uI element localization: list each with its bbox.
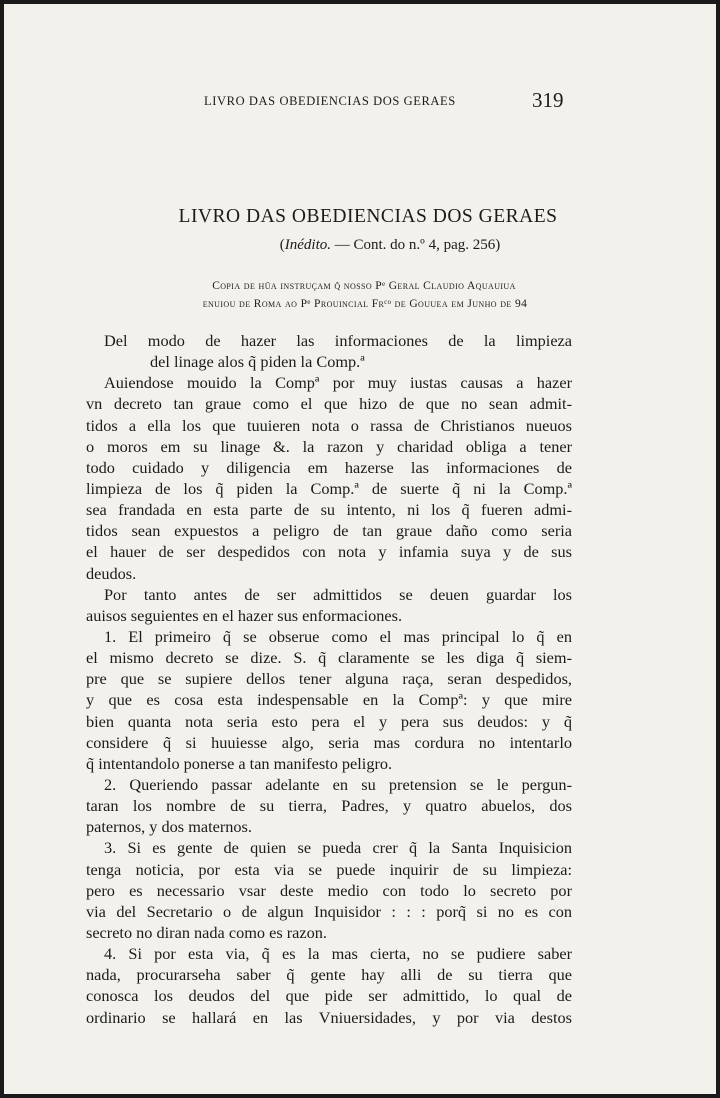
text-line: tidos a ella los que tuuieren nota o rassa de Christianos nueuos — [86, 415, 572, 435]
text-line: sea frandada en esta parte de su intento, ni los q̃ fueren admi- — [86, 500, 572, 520]
body-text — [86, 330, 572, 1028]
text-line: 4. Si por esta via, q̃ es la mas cierta, no se pudiere saber — [104, 944, 572, 964]
text-line: via del Secretario o de algun Inquisidor : : : porq̃ si no es con — [86, 901, 572, 921]
document-heading-line-2: enuiou de Roma ao Pᵉ Prouincial Frᶜᵒ de Gouuea em Junho de 94 — [202, 298, 528, 310]
text-line: secreto no diran nada como es razon. — [86, 922, 327, 942]
text-line: del linage alos q̃ piden la Comp.ª — [150, 352, 365, 372]
text-line: pero es necessario vsar deste medio con todo lo secreto por — [86, 880, 572, 900]
text-line: limpieza de los q̃ piden la Comp.ª de suerte q̃ ni la Comp.ª — [86, 478, 572, 498]
book-page — [4, 4, 716, 1094]
text-line: bien quanta nota seria esto pera el y pera sus deudos: y q̃ — [86, 711, 572, 731]
article-title: LIVRO DAS OBEDIENCIAS DOS GERAES — [178, 206, 558, 227]
text-line: considere q̃ si huuiesse algo, seria mas cordura no intentarlo — [86, 732, 572, 752]
document-heading-line-1: Copia de hũa instruçam q̃ nosso Pᵉ Geral Claudio Aquauiua — [212, 280, 516, 292]
running-head — [4, 88, 716, 118]
page-number: 319 — [532, 88, 564, 112]
text-line: tidos sean expuestos a peligro de tan graue daño como seria — [86, 521, 572, 541]
text-line: Del modo de hazer las informaciones de la limpieza — [104, 331, 572, 350]
text-line: nada, procurarseha saber q̃ gente hay alli de su tierra que — [86, 965, 572, 985]
subtitle-italic: Inédito. — [284, 237, 331, 253]
text-line: vn decreto tan graue como el que hizo de que no sean admit- — [86, 394, 572, 414]
text-line: tenga noticia, por esta via se puede inquirir de su limpieza: — [86, 859, 572, 879]
text-line: pre que se supiere dellos tener alguna raça, seran despedidos, — [86, 669, 572, 689]
text-line: q̃ intentandolo ponerse a tan manifesto peligro. — [86, 753, 393, 773]
subtitle-open-paren: ( — [279, 237, 285, 253]
text-line: Por tanto antes de ser admittidos se deuen guardar los — [104, 584, 572, 604]
text-line: paternos, y dos maternos. — [86, 817, 252, 837]
text-line: o moros em su linage &. la razon y charidad obliga a tener — [86, 436, 572, 456]
subtitle-reference: — Cont. do n.º 4, pag. 256) — [331, 237, 501, 253]
text-line: 2. Queriendo passar adelante en su pretension se le pergun- — [104, 774, 572, 794]
text-line: 3. Si es gente de quien se pueda crer q̃ la Santa Inquisicion — [104, 838, 572, 858]
text-line: taran los nombre de su tierra, Padres, y quatro abuelos, dos — [86, 796, 572, 816]
text-line: ordinario se hallará en las Vniuersidades, y por via destos — [86, 1007, 572, 1027]
text-line: deudos. — [86, 563, 137, 583]
text-line: el mismo decreto se dize. S. q̃ claramente se les diga q̃ siem- — [86, 648, 572, 668]
text-line: 1. El primeiro q̃ se obserue como el mas principal lo q̃ en — [104, 626, 572, 646]
text-line: el hauer de ser despedidos con nota y infamia suya y de sus — [86, 542, 572, 562]
text-line: auisos seguientes en el hazer sus enformaciones. — [86, 605, 403, 625]
article-subtitle — [4, 237, 716, 254]
text-line: todo cuidado y diligencia em hazerse las informaciones de — [86, 457, 572, 477]
text-line: y que es cosa esta indespensable en la Compª: y que mire — [86, 690, 572, 710]
text-line: conosca los deudos del que pide ser admittido, lo qual de — [86, 986, 572, 1006]
text-line: Auiendose mouido la Compª por muy iustas causas a hazer — [104, 373, 572, 393]
running-head-title: LIVRO DAS OBEDIENCIAS DOS GERAES — [204, 94, 456, 108]
